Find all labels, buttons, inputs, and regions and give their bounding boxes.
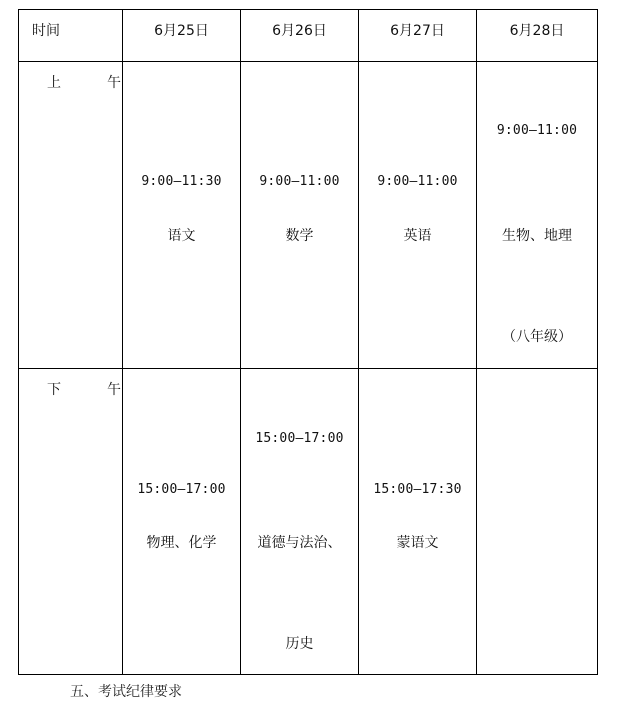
schedule-table: [18, 9, 598, 675]
morning-day-4-time: 9:00—11:00: [496, 123, 578, 139]
morning-day-3-subject: 英语: [403, 228, 432, 245]
afternoon-row: [19, 368, 598, 674]
header-day-cell: [123, 10, 241, 62]
afternoon-day-2-cell: [241, 368, 359, 674]
afternoon-day-1-cell: [123, 368, 241, 674]
morning-day-3-time: 9:00—11:00: [377, 174, 458, 190]
morning-label-char-2: 午: [107, 75, 121, 92]
header-day-3: 6月27日: [390, 23, 445, 39]
afternoon-label-char-2: 午: [107, 381, 121, 398]
header-day-cell: [359, 10, 477, 62]
morning-label-char-1: 上: [47, 75, 61, 92]
morning-label-cell: [19, 62, 123, 368]
header-day-4: 6月28日: [509, 23, 565, 39]
morning-day-1-time: 9:00—11:30: [141, 174, 222, 190]
next-section-heading: [70, 680, 240, 700]
morning-day-4-cell: [477, 62, 598, 368]
morning-day-4-note: （八年级）: [502, 329, 572, 346]
afternoon-day-3-cell: [359, 368, 477, 674]
afternoon-day-3-subject: 蒙语文: [396, 534, 439, 551]
afternoon-day-1-time: 15:00—17:00: [137, 481, 226, 497]
exam-schedule: [18, 9, 597, 675]
afternoon-day-2-time: 15:00—17:00: [255, 430, 344, 446]
header-day-cell: [241, 10, 359, 62]
morning-day-4-subject: 生物、地理: [502, 228, 572, 245]
morning-day-3-cell: [359, 62, 477, 368]
morning-day-2-time: 9:00—11:00: [259, 174, 340, 190]
next-section-heading-text: 五、考试纪律要求: [70, 684, 182, 700]
morning-day-1-subject: 语文: [167, 228, 196, 245]
afternoon-label-char-1: 下: [47, 381, 61, 398]
morning-row: [19, 62, 598, 368]
header-time-cell: [19, 10, 123, 62]
morning-label: [47, 72, 121, 92]
morning-day-2-cell: [241, 62, 359, 368]
morning-day-2-subject: 数学: [285, 228, 314, 245]
header-row: [19, 10, 598, 62]
afternoon-day-1-subject: 物理、化学: [146, 534, 217, 551]
afternoon-day-4-cell: [477, 368, 598, 674]
afternoon-label-cell: [19, 368, 123, 674]
header-day-1: 6月25日: [154, 23, 209, 39]
morning-day-1-cell: [123, 62, 241, 368]
header-day-cell: [477, 10, 598, 62]
afternoon-day-3-time: 15:00—17:30: [373, 481, 462, 497]
afternoon-day-2-subject-cont: 历史: [285, 635, 314, 652]
afternoon-day-2-subject: 道德与法治、: [257, 534, 342, 551]
afternoon-label: [47, 379, 121, 399]
header-day-2: 6月26日: [272, 23, 327, 39]
header-time-label: 时间: [32, 23, 60, 39]
